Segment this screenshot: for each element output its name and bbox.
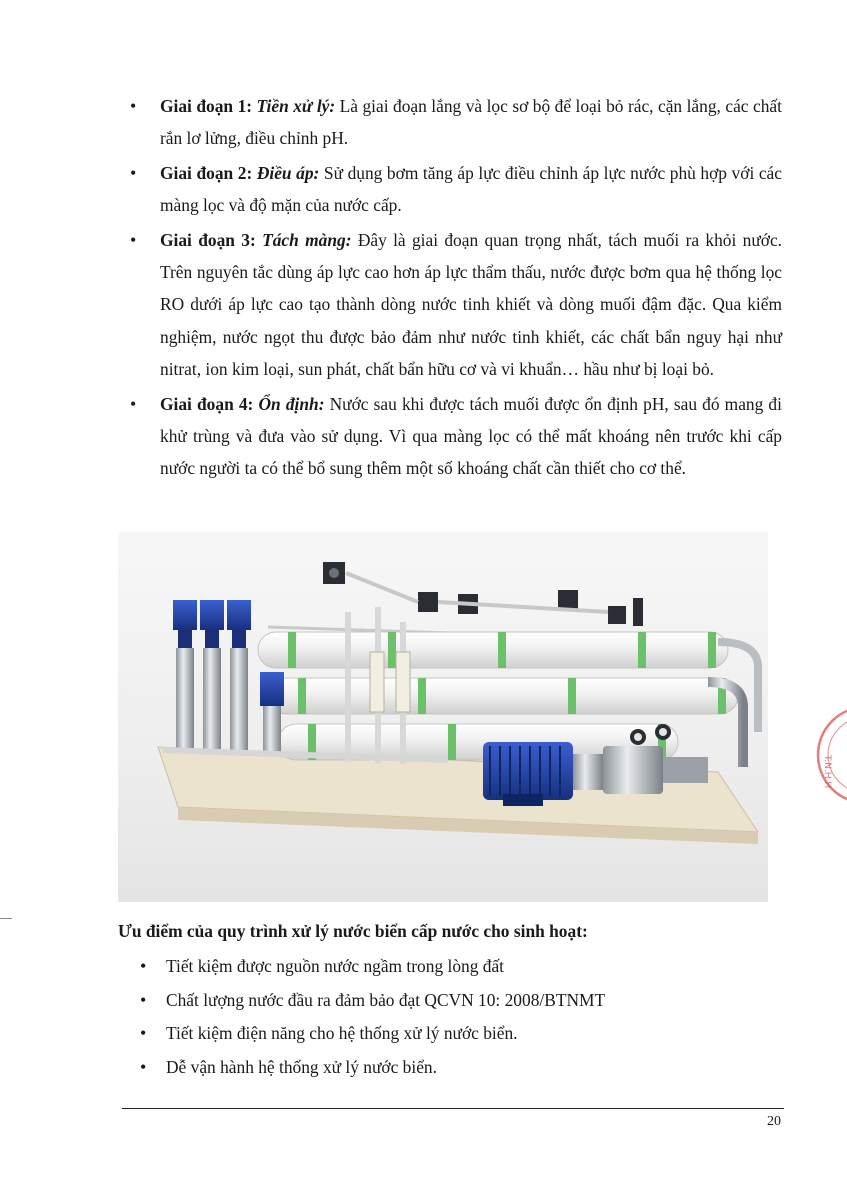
stage-text: Là giai đoạn lắng và lọc sơ bộ để loại bỏ rác, cặn lắng, các chất rắn lơ lửng, điều chỉnh pH. <box>160 96 782 149</box>
stage-label: Giai đoạn 2: <box>160 162 253 183</box>
stage-term: Điều áp: <box>256 162 320 183</box>
bullet-icon: • <box>140 1023 147 1043</box>
stage-list <box>118 90 782 487</box>
stage-text: Sử dụng bơm tăng áp lực điều chỉnh áp lực nước phù hợp với các màng lọc và độ mặn của nước cấp. <box>160 162 782 216</box>
list-item <box>118 1017 778 1051</box>
stage-label: Giai đoạn 3: <box>160 229 256 250</box>
stage-item <box>118 157 782 222</box>
advantage-text: Tiết kiệm điện năng cho hệ thống xử lý nước biển. <box>166 1023 518 1043</box>
list-item <box>118 1051 778 1085</box>
bullet-icon: • <box>130 96 137 116</box>
stage-term: Tách màng: <box>262 229 352 250</box>
stage-label: Giai đoạn 1: <box>160 96 253 116</box>
stage-item <box>118 224 782 386</box>
advantage-text: Dễ vận hành hệ thống xử lý nước biển. <box>166 1056 437 1077</box>
stage-term: Tiền xử lý: <box>256 96 336 116</box>
advantages-heading: Ưu điểm của quy trình xử lý nước biển cấp nước cho sinh hoạt: <box>118 921 588 941</box>
bullet-icon: • <box>130 162 137 183</box>
bullet-icon: • <box>130 393 137 414</box>
footer-rule <box>122 1108 784 1109</box>
stage-item <box>118 388 782 485</box>
advantage-text: Chất lượng nước đầu ra đảm bảo đạt QCVN 10: 2008/BTNMT <box>166 989 606 1010</box>
advantage-text: Tiết kiệm được nguồn nước ngầm trong lòng đất <box>166 956 505 976</box>
advantages-list <box>118 950 778 1084</box>
page-number: 20 <box>767 1114 781 1129</box>
stage-text: Đây là giai đoạn quan trọng nhất, tách muối ra khỏi nước. Trên nguyên tắc dùng áp lực cao hơn áp lực thẩm thấu, nước được bơm qua hệ thống lọc RO dưới áp lực cao tạo thành dòng nước tinh khiết và dòng muối đậm đặc. Qua kiểm nghiệm, nước ngọt thu được bảo đảm như nước tinh khiết, các chất bẩn nguy hại như nitrat, ion kim loại, sun phát, chất bẩn hữu cơ và vi khuẩn… hầu như bị loại bỏ. <box>160 229 783 380</box>
stage-item <box>118 90 782 155</box>
stage-label: Giai đoạn 4: <box>160 393 254 414</box>
ro-system-photo <box>118 532 768 902</box>
margin-mark <box>0 918 12 919</box>
list-item <box>118 984 778 1018</box>
list-item <box>118 950 778 984</box>
svg-text:T.N.H.H: T.N.H.H <box>822 755 832 789</box>
bullet-icon: • <box>140 956 147 976</box>
bullet-icon: • <box>140 1056 147 1077</box>
stage-text: Nước sau khi được tách muối được ổn định pH, sau đó mang đi khử trùng và đưa vào sử dụng. Vì qua màng lọc có thể mất khoáng nên trước khi cấp nước người ta có thể bổ sung thêm một số khoáng chất cần thiết cho cơ thể. <box>160 393 782 479</box>
bullet-icon: • <box>140 989 147 1010</box>
stage-term: Ổn định: <box>258 393 325 414</box>
bullet-icon: • <box>130 229 137 250</box>
seal-stamp <box>806 700 847 810</box>
